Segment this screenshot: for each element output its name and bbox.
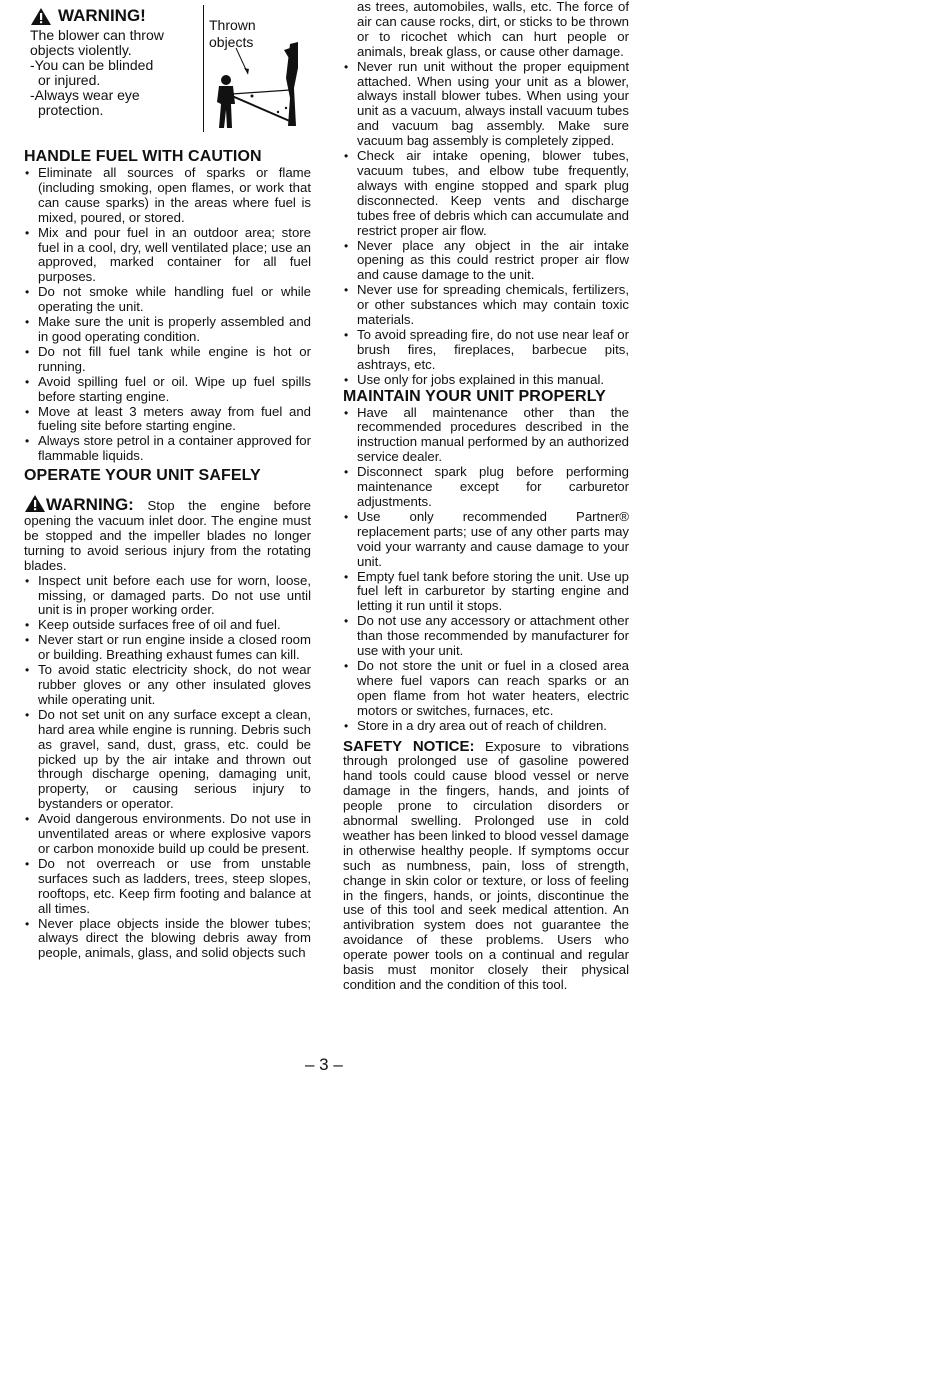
warning-header (30, 6, 210, 26)
list-item: • Have all maintenance other than the recommended procedures described in the instruction manual performed by an authorized service dealer. (343, 406, 629, 466)
list-item: • Avoid spilling fuel or oil. Wipe up fuel spills before starting engine. (24, 375, 311, 405)
maintain-list (343, 406, 629, 734)
operate-warning (24, 494, 311, 574)
operate-heading: OPERATE YOUR UNIT SAFELY (24, 467, 261, 485)
operate-list (24, 574, 311, 962)
safety-notice-text: Exposure to vibrations through prolonged use of gasoline powered hand tools could cause blood vessel or nerve damage in the fingers, hands, and joints of people prone to circulation disorders or abnormal swelling. Prolonged use in cold weather has been linked to blood vessel damage in otherwise healthy people. If symptoms occur such as numbness, pain, loss of strength, change in skin color or texture, or loss of feeling in the fingers, hands, or joints, discontinue the use of this tool and seek medical attention. An antivibration system does not guarantee the avoidance of these problems. Users who operate power tools on a continual and regular basis must monitor closely their physical condition and the condition of this tool. (343, 738, 629, 992)
list-item: • Do not use any accessory or attachment other than those recommended by manufacturer for use with your unit. (343, 614, 629, 659)
list-item: • Keep outside surfaces free of oil and fuel. (24, 618, 311, 633)
list-item: • Store in a dry area out of reach of children. (343, 719, 629, 734)
operate-warning-text: Stop the engine before opening the vacuum inlet door. The engine must be stopped and the impeller blades no longer turning to avoid serious injury from the rotating blades. (24, 498, 311, 573)
list-item: • Never place any object in the air intake opening as this could restrict proper air flow and cause damage to the unit. (343, 239, 629, 284)
fuel-heading: HANDLE FUEL WITH CAUTION (24, 148, 262, 165)
left-column (24, 148, 311, 961)
right-column (343, 0, 629, 993)
list-item: • Use only recommended Partner® replacement parts; use of any other parts may void your warranty and cause damage to your unit. (343, 510, 629, 570)
list-item: • Eliminate all sources of sparks or flame (including smoking, open flames, or work that can cause sparks) in the areas where fuel is mixed, poured, or stored. (24, 166, 311, 226)
operate-list-continued (343, 60, 629, 388)
warning-divider (203, 5, 204, 132)
list-item: • Make sure the unit is properly assembled and in good operating condition. (24, 315, 311, 345)
maintain-heading: MAINTAIN YOUR UNIT PROPERLY (343, 387, 606, 405)
list-item: • Never run unit without the proper equipment attached. When using your unit as a blower, always install blower tubes. When using your unit as a vacuum, always install vacuum tubes and vacuum bag assembly. Make sure vacuum bag assembly is completely zipped. (343, 60, 629, 149)
warning-text: The blower can throw objects violently. -You can be blinded or injured. -Always wear eye protection. (30, 27, 164, 118)
page-number: – 3 – (305, 1055, 343, 1074)
warning-title: WARNING! (58, 6, 146, 25)
list-item: • Use only for jobs explained in this manual. (343, 373, 629, 388)
safety-notice-label: SAFETY NOTICE: (343, 737, 475, 755)
list-item: • Do not fill fuel tank while engine is hot or running. (24, 345, 311, 375)
warning-triangle-icon (24, 494, 46, 513)
list-item: • To avoid spreading fire, do not use near leaf or brush fires, fireplaces, barbecue pits, ashtrays, etc. (343, 328, 629, 373)
list-item: • Do not store the unit or fuel in a closed area where fuel vapors can reach sparks or an open flame from hot water heaters, electric motors or switches, furnaces, etc. (343, 659, 629, 719)
list-item: • Do not smoke while handling fuel or while operating the unit. (24, 285, 311, 315)
list-item: • Inspect unit before each use for worn, loose, missing, or damaged parts. Do not use until unit is in proper working order. (24, 574, 311, 619)
warning-triangle-icon (30, 7, 52, 26)
list-item: • Do not set unit on any surface except a clean, hard area while engine is running. Debris such as gravel, sand, dust, grass, etc. could be picked up by the air intake and thrown out through discharge opening, damaging unit, property, or causing serious injury to bystanders or operator. (24, 708, 311, 812)
figure-label: Thrown objects (209, 17, 256, 50)
list-item: • Never use for spreading chemicals, fertilizers, or other substances which may contain toxic materials. (343, 283, 629, 328)
warning-box (30, 6, 210, 118)
list-item: • Never start or run engine inside a closed room or building. Breathing exhaust fumes can kill. (24, 633, 311, 663)
thrown-objects-illustration (206, 38, 306, 132)
list-item: • Disconnect spark plug before performing maintenance except for carburetor adjustments. (343, 465, 629, 510)
list-item: • Do not overreach or use from unstable surfaces such as ladders, trees, steep slopes, rooftops, etc. Keep firm footing and balance at all times. (24, 857, 311, 917)
list-item: • Empty fuel tank before storing the unit. Use up fuel left in carburetor by starting engine and letting it run until it stops. (343, 570, 629, 615)
fuel-list (24, 166, 311, 464)
safety-notice (343, 737, 629, 993)
list-item: • Move at least 3 meters away from fuel and fueling site before starting engine. (24, 405, 311, 435)
list-item: • To avoid static electricity shock, do not wear rubber gloves or any other insulated gloves while operating unit. (24, 663, 311, 708)
list-item: • Check air intake opening, blower tubes, vacuum tubes, and elbow tube frequently, always with engine stopped and spark plug disconnected. Keep vents and discharge tubes free of debris which can accumulate and restrict proper air flow. (343, 149, 629, 238)
list-item: • Never place objects inside the blower tubes; always direct the blowing debris away from people, animals, glass, and solid objects such (24, 917, 311, 962)
list-item: • Mix and pour fuel in an outdoor area; store fuel in a cool, dry, well ventilated place; use an approved, marked container for all fuel purposes. (24, 226, 311, 286)
operate-warning-label: WARNING: (46, 495, 134, 515)
list-item: • Always store petrol in a container approved for flammable liquids. (24, 434, 311, 464)
list-item: • Avoid dangerous environments. Do not use in unventilated areas or where explosive vapors or carbon monoxide build up could be present. (24, 812, 311, 857)
continued-paragraph: as trees, automobiles, walls, etc. The force of air can cause rocks, dirt, or sticks to be thrown or to ricochet which can hurt people or animals, break glass, or cause other damage. (357, 0, 629, 59)
